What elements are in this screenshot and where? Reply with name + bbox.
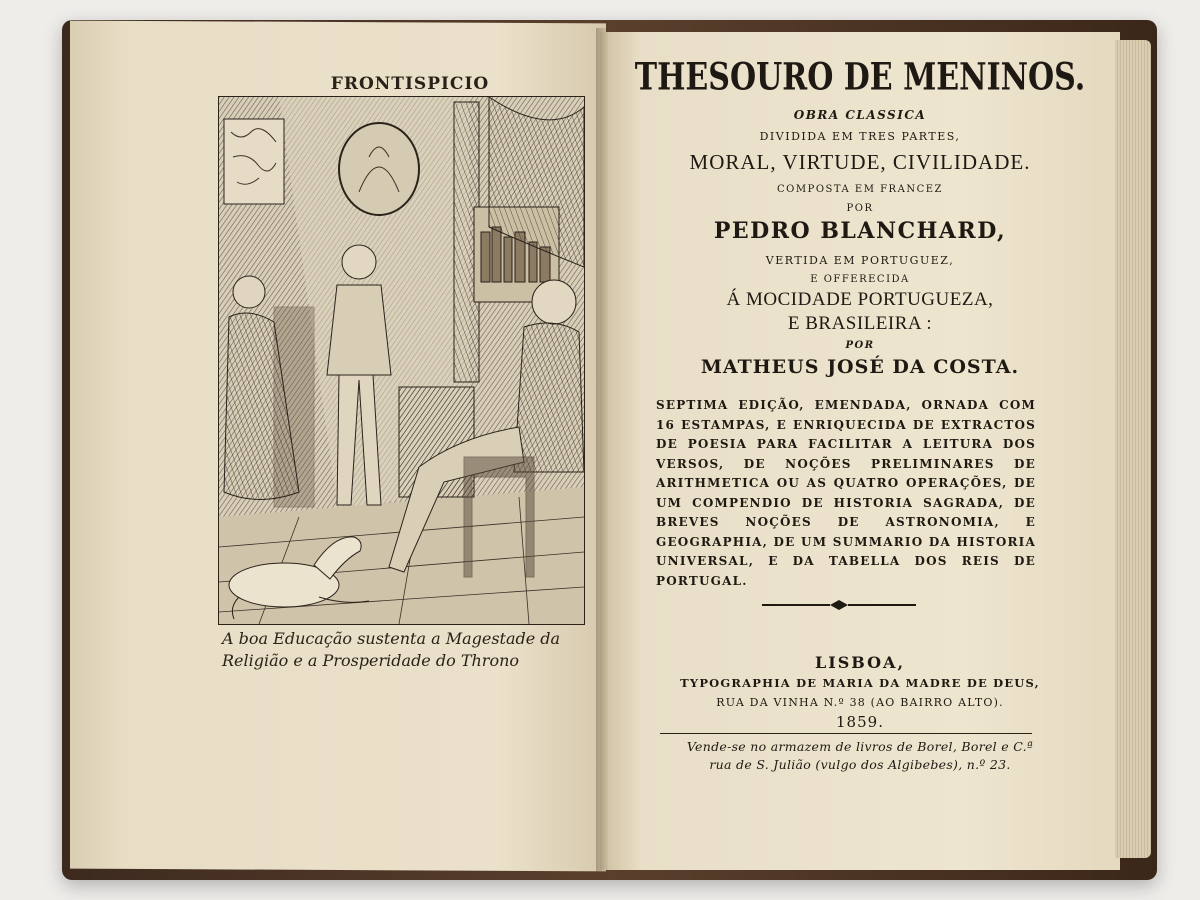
youth-line-2: E BRASILEIRA : [787,313,933,334]
horizontal-rule [660,733,1032,734]
city: LISBOA, [814,653,906,672]
address: RUA DA VINHA N.º 38 (AO BAIRRO ALTO). [716,696,1004,709]
ornament-divider [762,598,916,612]
edition-description: SEPTIMA EDIÇÃO, EMENDADA, ORNADA COM 16 ESTAMPAS, E ENRIQUECIDA DE EXTRACTOS DE POESIA PARA FACILITAR A LEITURA DOS VERSOS, DE NOÇÕES PRELIMINARES DE ARITHMETICA OU AS QUATRO OPERAÇÕES, DE UM COMPENDIO DE HISTORIA SAGRADA, DE BREVES NOÇÕES DE ASTRONOMIA, E GEOGRAPHIA, DE UM SUMMARIO DA HISTORIA UNIVERSAL, E DA TABELLA DOS REIS DE PORTUGAL. [656,398,1036,588]
composed-line: COMPOSTA EM FRANCEZ [777,184,943,195]
divided-line: DIVIDIDA EM TRES PARTES, [759,130,961,143]
offered-line: E OFFERECIDA [810,274,910,285]
engraving-illustration [219,97,584,624]
translated-line: VERTIDA EM PORTUGUEZ, [765,254,955,267]
wall-map [224,119,284,204]
por-line-2: POR [845,340,875,351]
book-title: THESOURO DE MENINOS. [634,55,1086,100]
caption-line-1: A boa Educação sustenta a Magestade da [222,629,561,648]
page-edges [1115,40,1151,858]
parts-line: MORAL, VIRTUDE, CIVILIDADE. [689,150,1031,174]
caption-line-2: Religião e a Prosperidade do Throno [222,651,520,670]
printer: TYPOGRAPHIA DE MARIA DA MADRE DE DEUS, [680,676,1040,690]
youth-line-1: Á MOCIDADE PORTUGUEZA, [726,289,994,310]
por-line-1: POR [846,203,874,214]
frontispiece-title: FRONTISPICIO [330,74,490,94]
year: 1859. [836,713,884,731]
author-name: PEDRO BLANCHARD, [713,218,1007,244]
oval-portrait [339,123,419,215]
subtitle: OBRA CLASSICA [793,108,927,122]
frontispiece-caption [222,628,602,672]
frontispiece-engraving [218,96,585,625]
book-gutter [596,28,608,872]
sold-line-1: Vende-se no armazem de livros de Borel, Borel e C.ª [686,739,1034,754]
show-through-text [300,690,304,701]
translator-name: MATHEUS JOSÉ DA COSTA. [700,356,1020,378]
sold-line-2: rua de S. Julião (vulgo dos Algibebes), n.º 23. [709,757,1011,772]
